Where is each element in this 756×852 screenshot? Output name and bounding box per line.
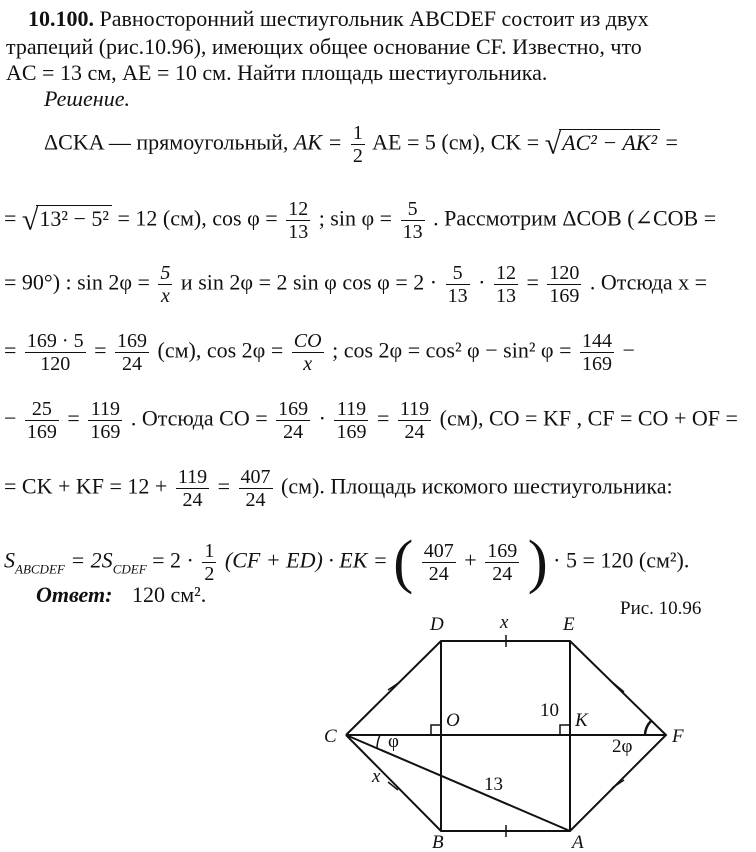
r4-text-c: (см), cos 2φ = [157, 337, 284, 363]
answer-value: 120 см². [131, 582, 207, 607]
label-x-top: x [500, 612, 509, 633]
r2-sqrt: 13² − 5² [36, 205, 112, 232]
frac-num: 5 [160, 262, 171, 284]
frac-num: 5 [401, 198, 425, 221]
frac-num: 12 [495, 262, 516, 284]
frac-num: 1 [204, 540, 215, 562]
label-2phi: 2φ [612, 736, 633, 757]
r7-s: S [4, 547, 15, 573]
r2-text-d: . Рассмотрим ΔCOB (∠COB = [433, 205, 717, 231]
left-paren: ( [393, 528, 414, 595]
r5-text-e: = [376, 405, 390, 431]
r6-text-c: (см). Площадь искомого шестиугольника: [281, 473, 673, 499]
label-phi: φ [388, 731, 399, 752]
frac-den: 120 [40, 353, 71, 375]
right-angle-o [431, 725, 441, 735]
label-c: C [324, 726, 337, 747]
frac-num: 169 [278, 398, 309, 420]
label-f: F [672, 726, 684, 747]
frac-den: 24 [492, 563, 513, 585]
label-b: B [432, 832, 444, 852]
right-angle-k [560, 725, 570, 735]
r2-text-a: = [4, 205, 17, 231]
problem-number: 10.100. [28, 6, 94, 31]
figure-caption: Рис. 10.96 [620, 598, 702, 619]
r1-text-a: ΔCKA — прямоугольный, [44, 129, 289, 155]
solution-label: Решение. [44, 86, 130, 111]
r7-text-f: · 5 = 120 (см²). [553, 547, 690, 573]
frac-den: 13 [402, 221, 423, 243]
frac-den: 24 [182, 489, 203, 511]
r1-text-c: AE = 5 (см), CK = [372, 129, 540, 155]
r7-sub-2: CDEF [112, 561, 147, 577]
frac-num: 169 [117, 330, 148, 352]
r1-sqrt: AC² − AK² [559, 129, 660, 156]
r5-text-c: . Отсюда CO = [130, 405, 268, 431]
r7-text-c: = 2 · [152, 547, 194, 573]
r2-text-b: = 12 (см), cos φ = [117, 205, 278, 231]
r3-text-d: = [526, 269, 539, 295]
frac-den: 169 [582, 353, 613, 375]
frac-den: 2 [204, 563, 215, 585]
r1-text-b: AK = [293, 129, 343, 155]
right-paren: ) [527, 528, 548, 595]
frac-den: 24 [245, 489, 266, 511]
label-a: A [572, 832, 584, 852]
frac-num: 120 [549, 262, 580, 284]
r3-text-c: · [478, 269, 486, 295]
frac-den: 169 [336, 421, 367, 443]
r5-text-a: − [4, 405, 17, 431]
r5-text-f: (см), CO = KF , CF = CO + OF = [439, 405, 738, 431]
label-ten: 10 [540, 700, 559, 721]
r7-text-e: + [464, 547, 477, 573]
r5-text-b: = [67, 405, 80, 431]
frac-den: 169 [90, 421, 121, 443]
frac-num: 119 [88, 398, 122, 421]
frac-den: 2 [352, 145, 363, 167]
r4-text-b: = [94, 337, 107, 363]
frac-den: 24 [404, 421, 425, 443]
r7-text-b: = 2S [70, 547, 113, 573]
r1-text-d: = [665, 129, 678, 155]
problem-line-2: трапеций (рис.10.96), имеющих общее основание CF. Известно, что [6, 34, 642, 59]
frac-den: 13 [495, 285, 516, 307]
frac-num: 119 [399, 398, 430, 420]
r7-sub-1: ABCDEF [15, 561, 65, 577]
problem-text-1: Равносторонний шестиугольник ABCDEF состоит из двух [99, 6, 649, 31]
frac-num: 5 [446, 262, 470, 285]
frac-num: 169 · 5 [26, 330, 84, 352]
r3-text-a: = 90°) : sin 2φ = [4, 269, 150, 295]
label-k: K [575, 710, 588, 731]
label-thirteen: 13 [484, 774, 503, 795]
angle-phi-arc [377, 735, 380, 748]
tick-ef [612, 682, 624, 692]
frac-num: 119 [177, 466, 208, 488]
problem-line-3: AC = 13 см, AE = 10 см. Найти площадь шестиугольника. [6, 60, 548, 85]
r4-text-e: − [622, 337, 635, 363]
label-o: O [446, 710, 460, 731]
sqrt-sign: √ [544, 127, 562, 161]
frac-num: 144 [582, 330, 613, 352]
r3-text-e: . Отсюда x = [589, 269, 708, 295]
r7-text-d: (CF + ED) · EK = [224, 547, 388, 573]
frac-den: x [160, 285, 170, 307]
r4-text-a: = [4, 337, 17, 363]
frac-num: 25 [25, 398, 59, 421]
frac-den: 24 [283, 421, 304, 443]
sqrt-sign-2: √ [21, 203, 39, 237]
frac-den: 169 [26, 421, 57, 443]
frac-den: x [303, 353, 313, 375]
label-x-side: x [372, 766, 381, 787]
answer-label: Ответ: [36, 582, 113, 607]
label-e: E [563, 614, 575, 635]
r6-text-a: = CK + KF = 12 + [4, 473, 168, 499]
r2-text-c: ; sin φ = [318, 205, 393, 231]
r5-text-d: · [318, 405, 326, 431]
r4-text-d: ; cos 2φ = cos² φ − sin² φ = [332, 337, 572, 363]
frac-num: CO [293, 330, 322, 352]
frac-den: 169 [549, 285, 580, 307]
frac-den: 24 [428, 563, 449, 585]
frac-num: 12 [288, 198, 309, 220]
r3-text-b: и sin 2φ = 2 sin φ cos φ = 2 · [180, 269, 438, 295]
r6-text-b: = [217, 473, 231, 499]
frac-num: 1 [352, 122, 363, 144]
frac-num: 169 [487, 540, 518, 562]
frac-num: 407 [240, 466, 271, 488]
angle-2phi-arc [645, 721, 651, 735]
frac-den: 13 [447, 285, 468, 307]
frac-num: 407 [423, 540, 454, 562]
frac-num: 119 [334, 398, 368, 421]
frac-den: 24 [122, 353, 143, 375]
frac-den: 13 [288, 221, 309, 243]
tick-fa [612, 780, 624, 788]
label-d: D [430, 614, 444, 635]
